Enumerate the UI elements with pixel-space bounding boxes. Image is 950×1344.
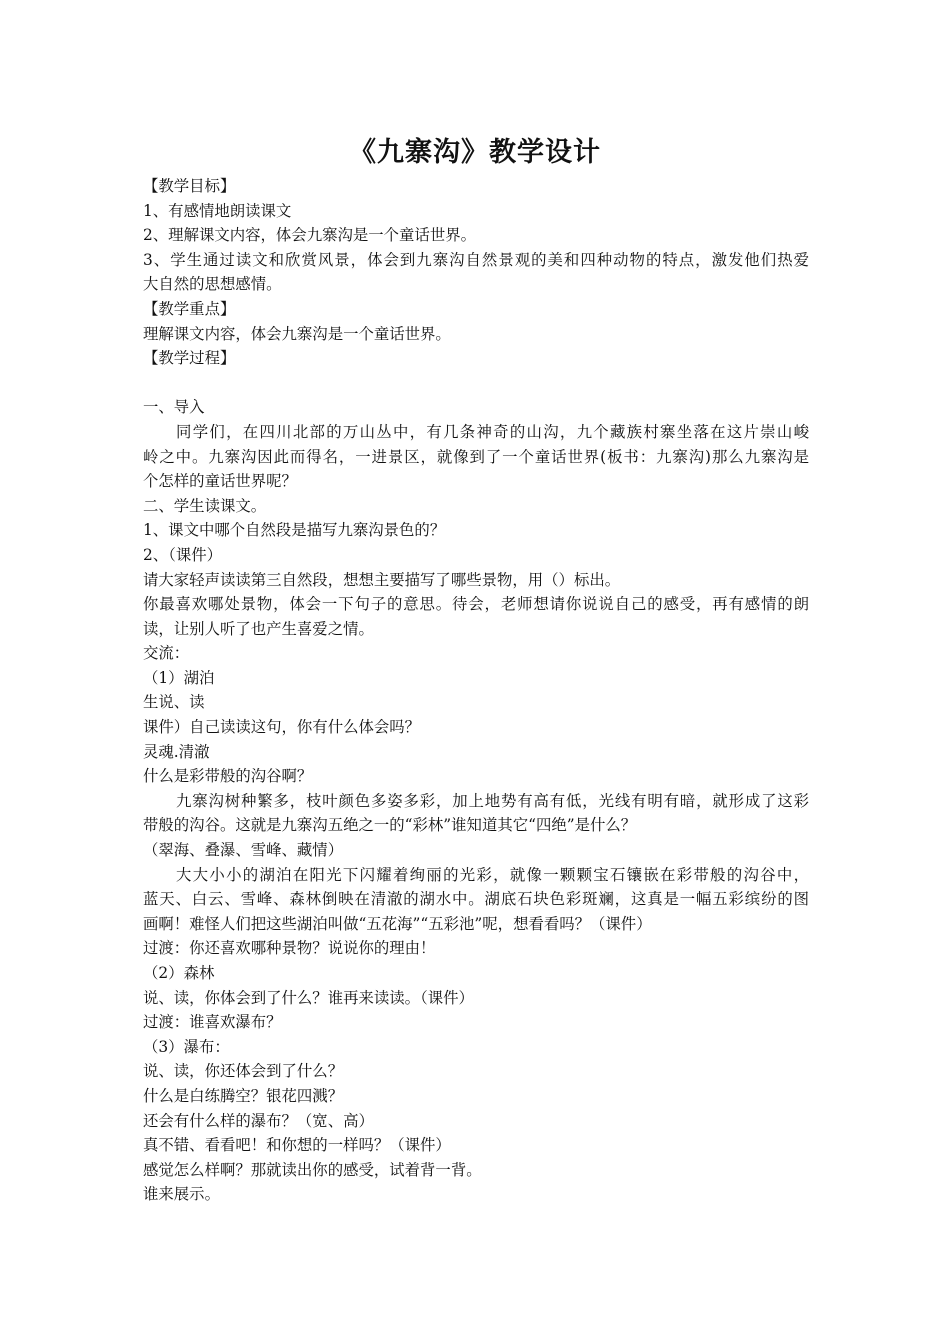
text-line: 说、读，你还体会到了什么？ — [143, 1062, 344, 1081]
text-line: 一、导入 — [143, 398, 205, 417]
text-line: 九寨沟树种繁多，枝叶颜色多姿多彩，加上地势有高有低，光线有明有暗，就形成了这彩 — [176, 791, 809, 810]
text-line: 个怎样的童话世界呢？ — [143, 472, 297, 491]
text-line: 交流： — [143, 644, 190, 663]
text-line: 画啊！难怪人们把这些湖泊叫做“五花海”“五彩池”呢，想看看吗？（课件） — [143, 914, 652, 933]
text-line: 1、有感情地朗读课文 — [143, 201, 292, 220]
text-line: 你最喜欢哪处景物，体会一下句子的意思。待会，老师想请你说说自己的感受，再有感情的朗 — [143, 595, 809, 614]
text-line: 课件）自己读读这句，你有什么体会吗？ — [143, 718, 421, 737]
text-line: 同学们，在四川北部的万山丛中，有几条神奇的山沟，九个藏族村寨坐落在这片崇山峻 — [176, 422, 809, 441]
text-line: 大大小小的湖泊在阳光下闪耀着绚丽的光彩，就像一颗颗宝石镶嵌在彩带般的沟谷中， — [176, 865, 809, 884]
text-line: 过渡：你还喜欢哪种景物？说说你的理由！ — [143, 939, 436, 958]
text-line: （2）森林 — [143, 964, 215, 982]
text-line: 岭之中。九寨沟因此而得名，一进景区，就像到了一个童话世界(板书：九寨沟)那么九寨沟是 — [143, 447, 809, 466]
text-line: 理解课文内容，体会九寨沟是一个童话世界。 — [143, 324, 451, 343]
text-line: 【教学过程】 — [143, 349, 236, 368]
text-line: 二、学生读课文。 — [143, 496, 267, 515]
text-line: 3、学生通过读文和欣赏风景，体会到九寨沟自然景观的美和四种动物的特点，激发他们热爱 — [143, 250, 809, 269]
text-line: （翠海、叠瀑、雪峰、藏情） — [143, 841, 344, 860]
text-line: 2、理解课文内容，体会九寨沟是一个童话世界。 — [143, 226, 476, 245]
text-line: 请大家轻声读读第三自然段，想想主要描写了哪些景物，用（）标出。 — [143, 570, 621, 589]
text-line: 【教学目标】 — [143, 177, 236, 195]
text-line: 带般的沟谷。这就是九寨沟五绝之一的“彩林”谁知道其它“四绝”是什么？ — [143, 816, 637, 835]
document-body — [143, 174, 809, 1207]
text-line: 还会有什么样的瀑布？（宽、高） — [143, 1111, 374, 1130]
text-line: 1、课文中哪个自然段是描写九寨沟景色的？ — [143, 521, 446, 540]
text-line: 【教学重点】 — [143, 299, 236, 318]
text-line: 生说、读 — [143, 693, 205, 712]
document-title: 《九寨沟》教学设计 — [349, 137, 601, 168]
text-line: 谁来展示。 — [143, 1185, 220, 1204]
text-line: 过渡：谁喜欢瀑布？ — [143, 1013, 282, 1032]
text-line: 说、读，你体会到了什么？谁再来读读。（课件） — [143, 988, 474, 1007]
text-line: 大自然的思想感情。 — [143, 275, 282, 294]
blank-line — [143, 371, 809, 396]
text-line: 读，让别人听了也产生喜爱之情。 — [143, 619, 374, 638]
text-line: 灵魂.清澈 — [143, 742, 210, 761]
text-line: 什么是白练腾空？银花四溅？ — [143, 1086, 344, 1105]
text-line: 2、（课件） — [143, 545, 223, 564]
text-line: （1）湖泊 — [143, 668, 215, 687]
text-line: 蓝天、白云、雪峰、森林倒映在清澈的湖水中。湖底石块色彩斑斓，这真是一幅五彩缤纷的图 — [143, 890, 809, 909]
text-line: （3）瀑布： — [143, 1037, 230, 1056]
text-line: 什么是彩带般的沟谷啊？ — [143, 767, 313, 786]
text-line: 感觉怎么样啊？那就读出你的感受，试着背一背。 — [143, 1160, 482, 1179]
text-line: 真不错、看看吧！和你想的一样吗？（课件） — [143, 1136, 451, 1155]
